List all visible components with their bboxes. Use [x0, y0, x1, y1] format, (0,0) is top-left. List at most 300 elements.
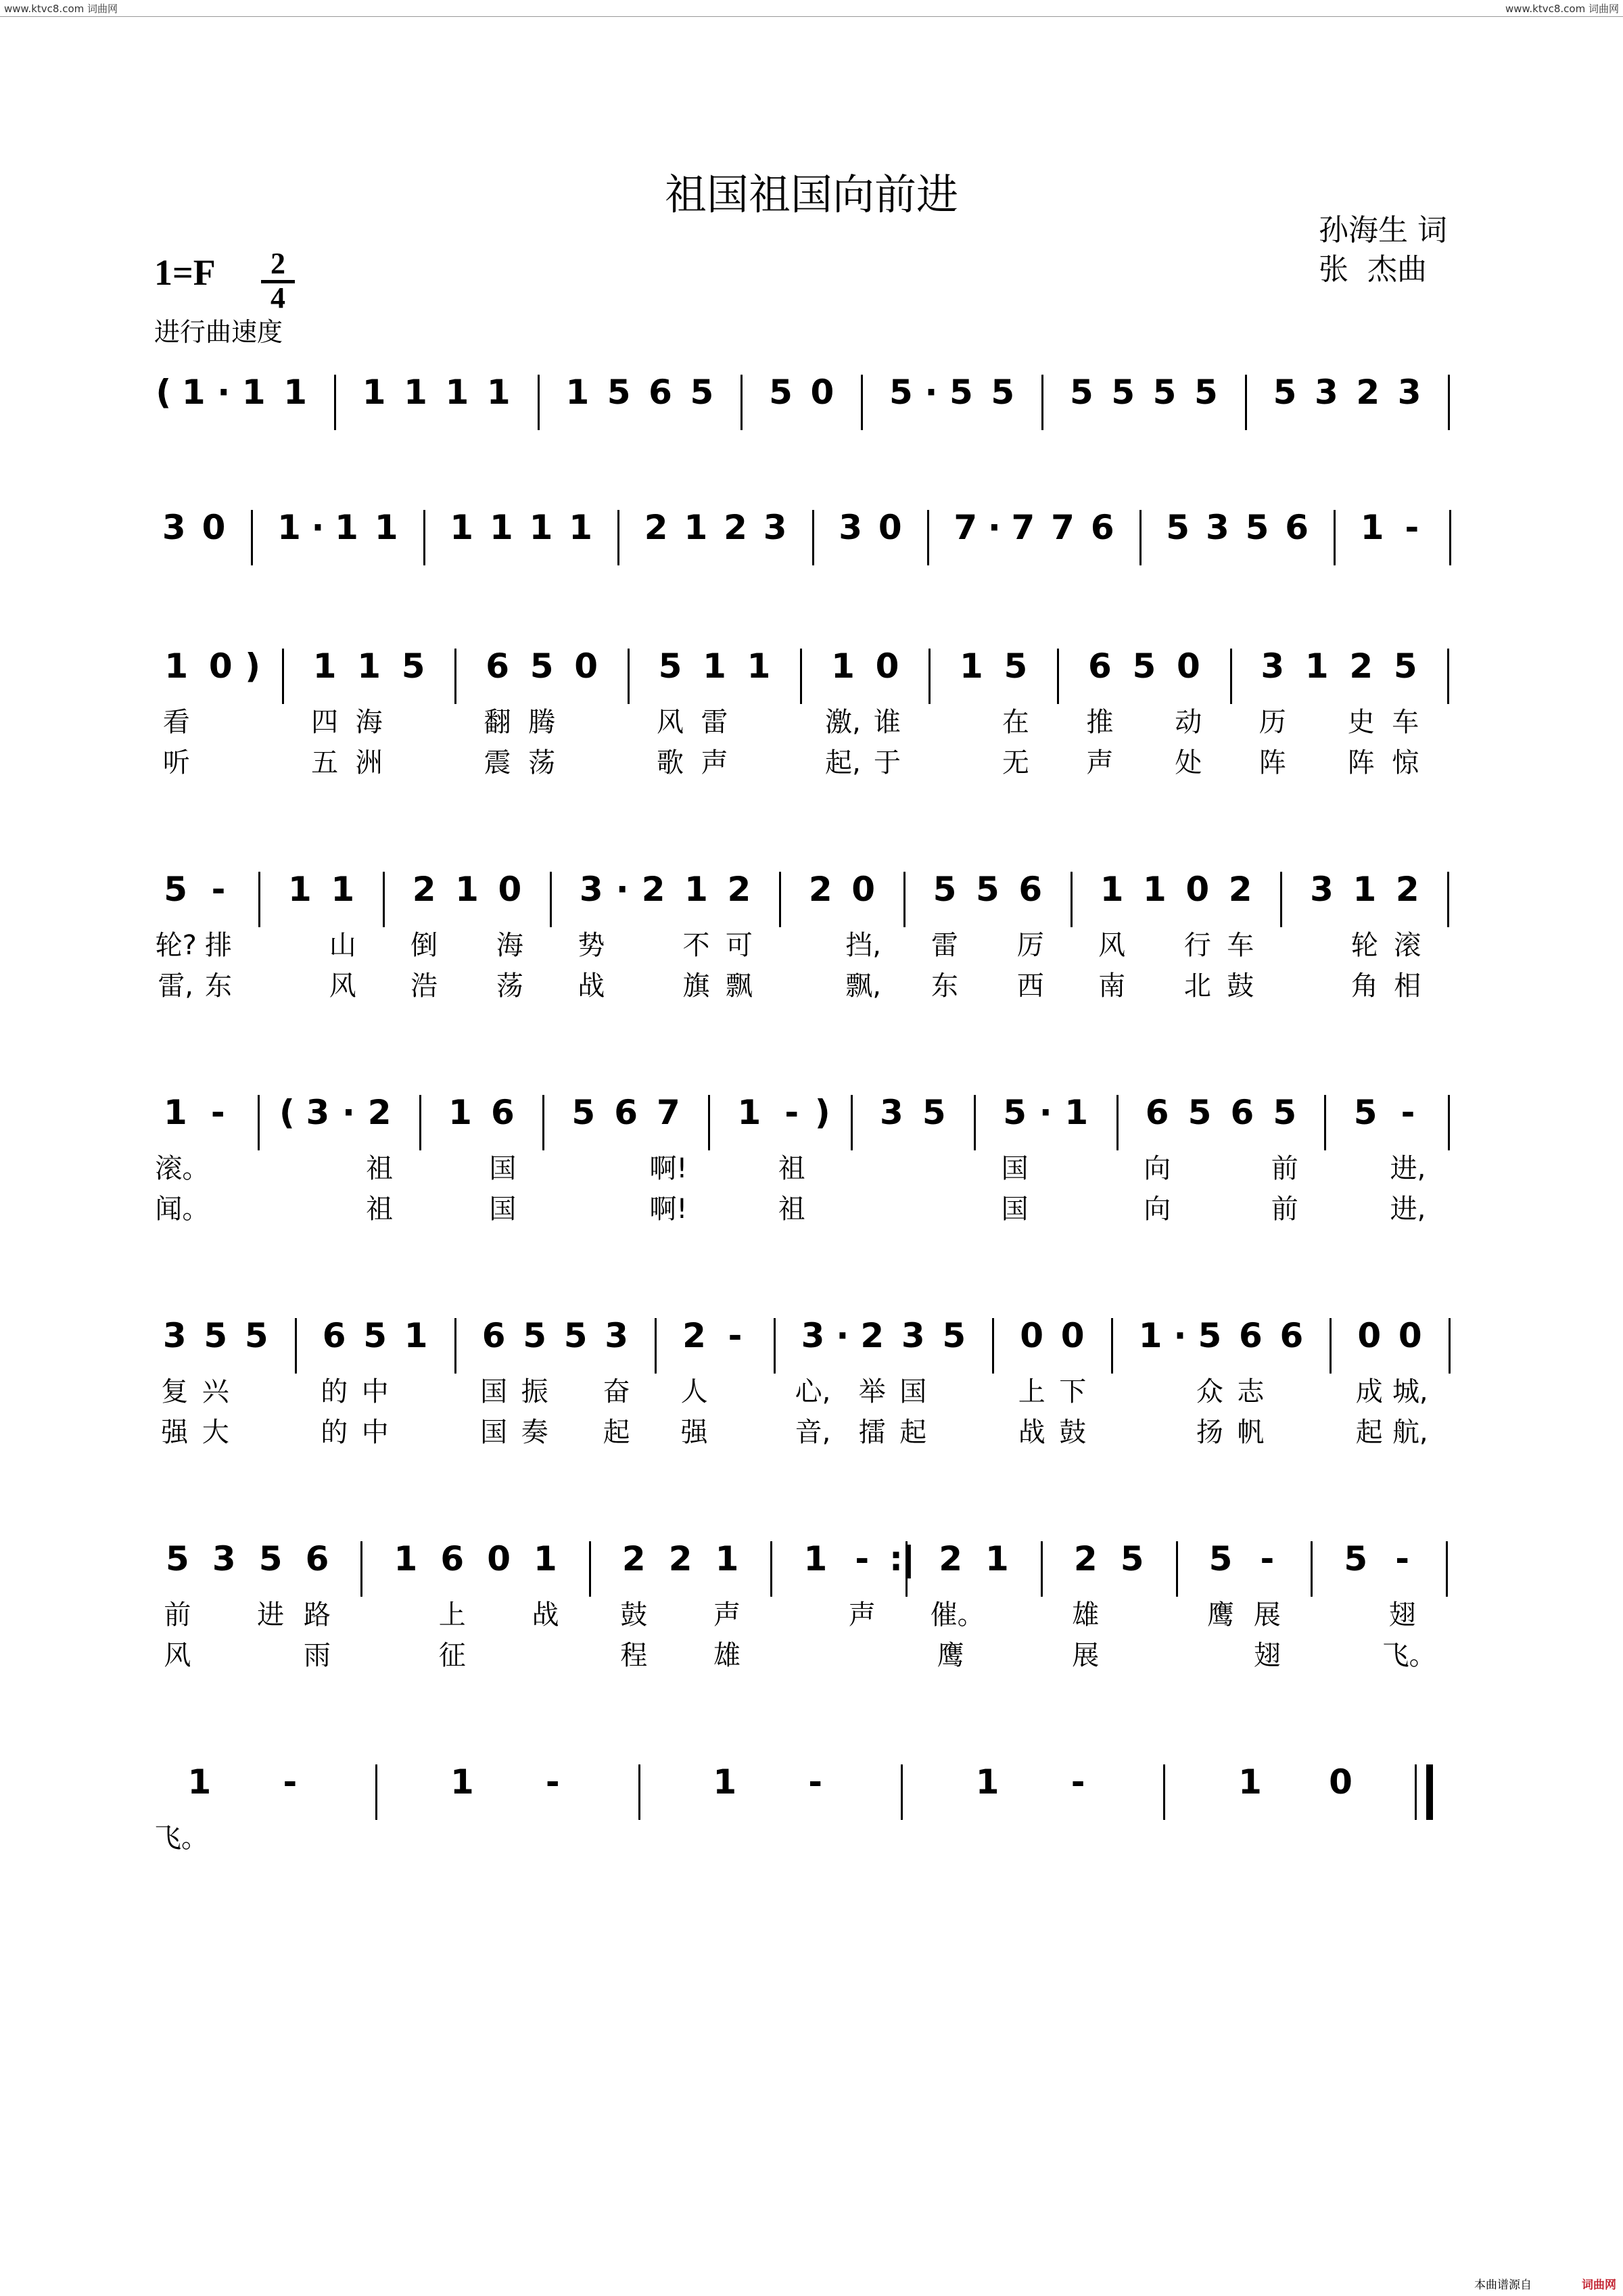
- note: 2: [724, 508, 747, 547]
- barline: [258, 872, 260, 927]
- note: 5: [933, 870, 957, 909]
- note: 0: [875, 647, 899, 686]
- dash-extension: -: [1395, 1539, 1409, 1578]
- repeat-sign: :|: [889, 1539, 916, 1578]
- note: 3: [901, 1316, 925, 1355]
- augmentation-dot: ·: [311, 508, 325, 547]
- lyric-syllable: 啊!: [649, 1194, 688, 1225]
- note: 7: [1011, 508, 1035, 547]
- note: 1: [985, 1539, 1009, 1578]
- lyric-syllable: 西: [1016, 970, 1044, 1002]
- lyric-syllable: 闻。: [155, 1194, 210, 1225]
- parenthesis: ): [245, 647, 261, 686]
- lyric-syllable: 强: [161, 1417, 189, 1448]
- note: 5: [769, 373, 793, 412]
- lyric-syllable: 展: [1253, 1599, 1281, 1631]
- lyric-syllable: 不: [682, 930, 710, 961]
- barline: [800, 649, 802, 704]
- lyric-syllable: 东: [931, 970, 958, 1002]
- augmentation-dot: ·: [924, 373, 938, 412]
- barline: [903, 872, 905, 927]
- time-signature-denominator: 4: [270, 281, 285, 314]
- note: 2: [1395, 870, 1419, 909]
- barline: [454, 1318, 456, 1374]
- barline: [927, 510, 929, 565]
- credits: [1319, 211, 1447, 289]
- lyric-syllable: 鼓: [620, 1599, 648, 1631]
- barline: [360, 1541, 362, 1597]
- note: 5: [363, 1316, 387, 1355]
- note: 1: [1238, 1762, 1262, 1802]
- barline: [1324, 1095, 1326, 1150]
- note: 3: [162, 508, 186, 547]
- lyric-syllable: 祖: [366, 1153, 394, 1184]
- note: 5: [1120, 1539, 1144, 1578]
- note: 1: [283, 373, 307, 412]
- note: 1: [450, 508, 474, 547]
- lyric-syllable: 起: [899, 1417, 927, 1448]
- note: 1: [312, 647, 337, 686]
- note: 0: [487, 1539, 511, 1578]
- barline: [1139, 510, 1142, 565]
- note: 2: [644, 508, 668, 547]
- note: 2: [808, 870, 832, 909]
- note: 5: [258, 1539, 283, 1578]
- note: 5: [942, 1316, 966, 1355]
- note: 1: [713, 1762, 737, 1802]
- note: 5: [949, 373, 973, 412]
- lyric-syllable: 阵: [1347, 747, 1375, 778]
- note: 0: [1020, 1316, 1044, 1355]
- lyric-syllable: 风: [329, 970, 356, 1002]
- note: 1: [404, 1316, 428, 1355]
- lyric-syllable: 推: [1086, 707, 1114, 738]
- note: 3: [579, 870, 603, 909]
- note: 5: [1152, 373, 1177, 412]
- note: 3: [1261, 647, 1285, 686]
- dash-extension: -: [210, 1093, 225, 1132]
- lyric-syllable: 国: [480, 1376, 508, 1407]
- note: 2: [682, 1316, 706, 1355]
- barline: [282, 649, 284, 704]
- lyric-syllable: 上: [438, 1599, 466, 1631]
- note: 1: [362, 373, 386, 412]
- lyric-syllable: 祖: [778, 1194, 805, 1225]
- lyric-syllable: 排: [205, 930, 233, 961]
- note: 6: [322, 1316, 346, 1355]
- lyric-syllable: 众: [1196, 1376, 1223, 1407]
- note: 3: [306, 1093, 330, 1132]
- augmentation-dot: ·: [217, 373, 231, 412]
- note: 2: [1073, 1539, 1098, 1578]
- lyric-syllable: 声: [1086, 747, 1114, 778]
- note: 1: [187, 1762, 212, 1802]
- note: 5: [571, 1093, 596, 1132]
- header-divider: [0, 16, 1623, 17]
- note: 1: [374, 508, 398, 547]
- note: 1: [1304, 647, 1329, 686]
- note: 1: [534, 1539, 557, 1578]
- lyric-syllable: 腾: [528, 707, 556, 738]
- note: 6: [490, 1093, 515, 1132]
- lyric-syllable: 雷: [701, 707, 728, 738]
- augmentation-dot: ·: [836, 1316, 849, 1355]
- lyric-syllable: 征: [438, 1640, 466, 1671]
- note: 0: [202, 508, 226, 547]
- note: 6: [1230, 1093, 1254, 1132]
- note: 1: [1100, 870, 1124, 909]
- lyric-syllable: 鹰: [1207, 1599, 1234, 1631]
- lyric-syllable: 祖: [366, 1194, 394, 1225]
- lyric-syllable: 轮?: [155, 930, 197, 961]
- lyric-syllable: 风: [164, 1640, 191, 1671]
- note: 5: [166, 1539, 189, 1578]
- lyric-syllable: 起,: [825, 747, 861, 778]
- lyric-syllable: 看: [162, 707, 190, 738]
- lyric-syllable: 势: [578, 930, 605, 961]
- lyric-syllable: 催。: [930, 1599, 985, 1631]
- note: 1: [164, 647, 189, 686]
- barline: [423, 510, 425, 565]
- note: 6: [1279, 1316, 1304, 1355]
- lyric-syllable: 雨: [304, 1640, 331, 1671]
- note: 1: [831, 647, 855, 686]
- lyric-syllable: 飞。: [154, 1823, 208, 1854]
- barline: [454, 649, 456, 704]
- watermark-left: www.ktvc8.com 词曲网: [4, 3, 118, 15]
- note: 3: [162, 1316, 187, 1355]
- note: 5: [530, 647, 554, 686]
- barline: [1163, 1764, 1165, 1820]
- note: 5: [1353, 1093, 1378, 1132]
- note: 5: [991, 373, 1015, 412]
- note: 2: [641, 870, 665, 909]
- lyric-syllable: 飞。: [1382, 1640, 1436, 1671]
- lyric-syllable: 前: [164, 1599, 191, 1631]
- lyric-syllable: 展: [1072, 1640, 1100, 1671]
- note: 2: [1228, 870, 1252, 909]
- notes-row: [0, 862, 1623, 923]
- lyric-syllable: 滚: [1394, 930, 1421, 961]
- barline: [1041, 1541, 1043, 1597]
- barline: [1041, 375, 1043, 430]
- note: 6: [649, 373, 672, 412]
- note: 0: [498, 870, 522, 909]
- barline: [1116, 1095, 1119, 1150]
- note: 2: [621, 1539, 646, 1578]
- lyric-syllable: 啊!: [649, 1153, 688, 1184]
- augmentation-dot: ·: [615, 870, 629, 909]
- lyric-syllable: 处: [1175, 747, 1202, 778]
- lyric-syllable: 强: [680, 1417, 708, 1448]
- dash-extension: -: [855, 1539, 870, 1578]
- lyric-syllable: 下: [1059, 1376, 1087, 1407]
- note: 1: [960, 647, 983, 686]
- lyric-syllable: 山: [329, 930, 356, 961]
- lyric-syllable: 心,: [795, 1376, 831, 1407]
- note: 5: [1273, 1093, 1297, 1132]
- lyric-syllable: 国: [1001, 1153, 1029, 1184]
- barline: [628, 649, 630, 704]
- note: 0: [851, 870, 875, 909]
- lyric-syllable: 激,: [825, 707, 861, 738]
- lyric-syllable: 帆: [1237, 1417, 1265, 1448]
- parenthesis: (: [279, 1093, 295, 1132]
- note: 1: [747, 647, 771, 686]
- barline: [992, 1318, 994, 1374]
- lyric-syllable: 向: [1144, 1194, 1171, 1225]
- time-signature: [261, 249, 295, 313]
- note: 7: [657, 1093, 680, 1132]
- note: 1: [455, 870, 479, 909]
- barline: [1330, 1318, 1332, 1374]
- note: 6: [614, 1093, 638, 1132]
- lyric-syllable: 风: [1098, 930, 1126, 961]
- lyric-syllable: 动: [1175, 707, 1202, 738]
- note: 3: [763, 508, 787, 547]
- lyric-syllable: 战: [578, 970, 605, 1002]
- lyric-syllable: 路: [304, 1599, 331, 1631]
- note: 3: [1397, 373, 1421, 412]
- note: 5: [204, 1316, 228, 1355]
- lyric-syllable: 国: [480, 1417, 508, 1448]
- lyric-syllable: 谁: [873, 707, 901, 738]
- note: 5: [1245, 508, 1269, 547]
- note: 6: [305, 1539, 329, 1578]
- note: 0: [1398, 1316, 1422, 1355]
- lyric-syllable: 车: [1392, 707, 1419, 738]
- lyric-syllable: 可: [725, 930, 753, 961]
- barline: [1334, 510, 1336, 565]
- note: 6: [486, 647, 509, 686]
- lyric-syllable: 雄: [1072, 1599, 1100, 1631]
- dash-extension: -: [211, 870, 226, 909]
- lyric-syllable: 复: [161, 1376, 189, 1407]
- lyric-syllable: 翻: [484, 707, 511, 738]
- note: 5: [690, 373, 714, 412]
- notes-row: [0, 1532, 1623, 1593]
- note: 0: [810, 373, 834, 412]
- lyric-syllable: 前: [1271, 1153, 1298, 1184]
- dash-extension: -: [808, 1762, 823, 1802]
- lyric-syllable: 洲: [355, 747, 383, 778]
- barline: [1448, 1095, 1450, 1150]
- tempo-marking: 进行曲速度: [154, 317, 283, 347]
- barline: [375, 1764, 377, 1820]
- barline: [542, 1095, 544, 1150]
- lyric-syllable: 的: [321, 1376, 348, 1407]
- note: 5: [658, 647, 682, 686]
- lyric-syllable: 雄: [713, 1640, 741, 1671]
- barline: [589, 1541, 591, 1597]
- note: 6: [1087, 647, 1112, 686]
- dash-extension: -: [545, 1762, 560, 1802]
- lyric-syllable: 上: [1018, 1376, 1045, 1407]
- note: 1: [164, 1093, 187, 1132]
- note: 2: [727, 870, 751, 909]
- key-signature: 1=F: [154, 252, 216, 293]
- note: 5: [922, 1093, 946, 1132]
- note: 5: [1194, 373, 1218, 412]
- lyric-syllable: 史: [1347, 707, 1375, 738]
- lyric-syllable: 战: [1018, 1417, 1045, 1448]
- lyric-syllable: 程: [620, 1640, 648, 1671]
- dash-extension: -: [1401, 1093, 1415, 1132]
- note: 1: [684, 508, 708, 547]
- lyric-syllable: 举: [858, 1376, 886, 1407]
- lyric-syllable: 海: [355, 707, 383, 738]
- lyric-syllable: 祖: [778, 1153, 805, 1184]
- barline: [383, 872, 385, 927]
- barline: [1176, 1541, 1178, 1597]
- barline: [550, 872, 552, 927]
- notes-row: [0, 1755, 1623, 1816]
- notes-row: [0, 500, 1623, 561]
- footer-source: 本曲谱源自: [1474, 2278, 1532, 2292]
- note: 6: [1238, 1316, 1263, 1355]
- note: 3: [1314, 373, 1338, 412]
- note: 1: [1352, 870, 1377, 909]
- barline: [1230, 649, 1232, 704]
- lyric-syllable: 飘,: [845, 970, 881, 1002]
- note: 5: [1003, 1093, 1027, 1132]
- lyric-syllable: 进,: [1390, 1153, 1426, 1184]
- lyric-syllable: 鼓: [1227, 970, 1254, 1002]
- barline: [928, 649, 931, 704]
- note: 1: [288, 870, 312, 909]
- dash-extension: -: [1260, 1539, 1275, 1578]
- barline: [538, 375, 540, 430]
- note: 3: [880, 1093, 903, 1132]
- note: 5: [1187, 1093, 1212, 1132]
- composer-credit: 张 杰曲: [1319, 252, 1427, 287]
- lyric-syllable: 于: [873, 747, 901, 778]
- lyric-syllable: 振: [521, 1376, 548, 1407]
- dash-extension: -: [283, 1762, 298, 1802]
- lyric-syllable: 海: [496, 930, 523, 961]
- note: 0: [1329, 1762, 1352, 1802]
- lyricist-credit: 孙海生 词: [1319, 213, 1447, 248]
- lyric-syllable: 雷,: [158, 970, 194, 1002]
- lyric-syllable: 向: [1144, 1153, 1171, 1184]
- barline: [295, 1318, 297, 1374]
- note: 5: [1273, 373, 1297, 412]
- note: 1: [335, 508, 358, 547]
- lyric-syllable: 角: [1350, 970, 1378, 1002]
- note: 1: [486, 373, 511, 412]
- dash-extension: -: [1405, 508, 1419, 547]
- lyric-syllable: 鼓: [1059, 1417, 1087, 1448]
- barline: [770, 1541, 772, 1597]
- note: 1: [975, 1762, 999, 1802]
- notes-row: [0, 1085, 1623, 1146]
- watermark-right: www.ktvc8.com 词曲网: [1505, 3, 1619, 15]
- note: 5: [1208, 1539, 1233, 1578]
- note: 6: [440, 1539, 465, 1578]
- note: 2: [1349, 647, 1373, 686]
- note: 5: [401, 647, 425, 686]
- lyric-syllable: 飘: [725, 970, 753, 1002]
- lyric-syllable: 战: [532, 1599, 559, 1631]
- barline: [974, 1095, 976, 1150]
- barline: [258, 1095, 260, 1150]
- note: 5: [1004, 647, 1028, 686]
- lyric-syllable: 国: [489, 1194, 517, 1225]
- note: 5: [563, 1316, 588, 1355]
- lyric-syllable: 奋: [603, 1376, 630, 1407]
- barline: [861, 375, 863, 430]
- barline: [1447, 649, 1449, 704]
- lyric-syllable: 四: [311, 707, 339, 738]
- barline: [1448, 375, 1450, 430]
- parenthesis: (: [156, 373, 172, 412]
- barline: [419, 1095, 421, 1150]
- note: 1: [569, 508, 593, 547]
- lyric-syllable: 起: [603, 1417, 630, 1448]
- lyric-syllable: 人: [680, 1376, 708, 1407]
- lyric-syllable: 相: [1394, 970, 1421, 1002]
- barline: [251, 510, 253, 565]
- final-barline-thin: [1415, 1764, 1417, 1820]
- lyric-syllable: 声: [848, 1599, 876, 1631]
- lyric-syllable: 风: [657, 707, 684, 738]
- note: 1: [803, 1539, 828, 1578]
- note: 1: [684, 870, 708, 909]
- note: 1: [529, 508, 553, 547]
- note: 1: [331, 870, 355, 909]
- note: 2: [1356, 373, 1380, 412]
- note: 5: [889, 373, 913, 412]
- lyric-syllable: 兴: [202, 1376, 229, 1407]
- lyric-syllable: 航,: [1392, 1417, 1428, 1448]
- time-signature-numerator: 2: [261, 249, 295, 283]
- lyric-syllable: 震: [484, 747, 511, 778]
- barline: [1446, 1541, 1448, 1597]
- lyric-syllable: 大: [202, 1417, 229, 1448]
- lyric-syllable: 雷: [931, 930, 958, 961]
- note: 5: [975, 870, 999, 909]
- barline: [1280, 872, 1282, 927]
- notes-row: [0, 1309, 1623, 1369]
- note: 1: [357, 647, 381, 686]
- barline: [1057, 649, 1059, 704]
- dash-extension: -: [1071, 1762, 1085, 1802]
- note: 0: [1060, 1316, 1085, 1355]
- note: 0: [1185, 870, 1210, 909]
- note: 1: [1064, 1093, 1089, 1132]
- note: 7: [1051, 508, 1075, 547]
- parenthesis: ): [814, 1093, 830, 1132]
- lyric-syllable: 歌: [657, 747, 684, 778]
- lyric-syllable: 听: [162, 747, 190, 778]
- augmentation-dot: ·: [1039, 1093, 1052, 1132]
- lyric-syllable: 北: [1183, 970, 1211, 1002]
- note: 5: [607, 373, 631, 412]
- lyric-syllable: 成: [1355, 1376, 1383, 1407]
- barline: [1449, 1318, 1451, 1374]
- song-title: 祖国祖国向前进: [664, 170, 958, 219]
- note: 1: [1143, 870, 1167, 909]
- barline: [1311, 1541, 1313, 1597]
- barline: [708, 1095, 710, 1150]
- augmentation-dot: ·: [342, 1093, 356, 1132]
- notes-row: [0, 365, 1623, 426]
- lyric-syllable: 翅: [1388, 1599, 1416, 1631]
- note: 5: [523, 1316, 547, 1355]
- lyric-syllable: 惊: [1392, 747, 1419, 778]
- note: 2: [860, 1316, 885, 1355]
- final-barline: [1426, 1764, 1433, 1820]
